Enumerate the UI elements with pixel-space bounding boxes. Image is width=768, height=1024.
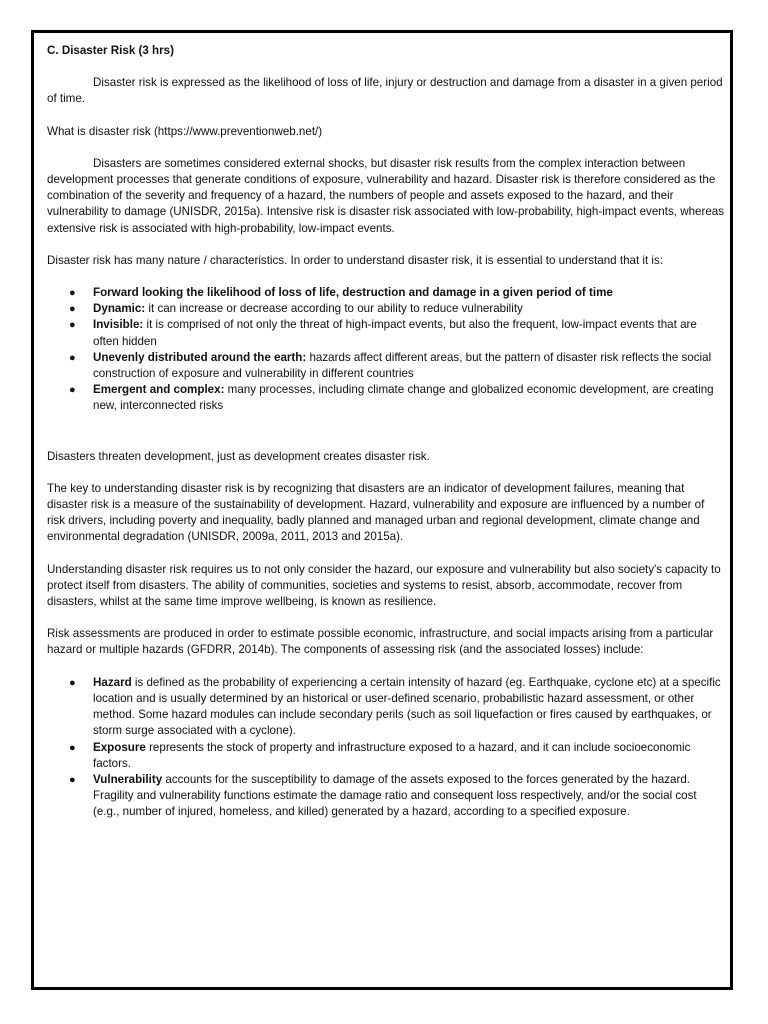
item-text: many processes, including climate change and globalized economic development, are creating new, interconnected risks: [93, 383, 714, 413]
item-term: Emergent and complex:: [93, 383, 225, 397]
list-item: [47, 675, 725, 740]
item-term: Forward looking the likelihood of loss of life, destruction and damage in a given period of time: [93, 286, 613, 300]
list-item: [47, 740, 725, 772]
item-text: accounts for the susceptibility to damage of the assets exposed to the forces generated by the hazard. Fragility and vulnerability functions estimate the damage ratio and consequent loss respectively, and/or the social cost (e.g., number of injured, homeless, and killed) generated by a hazard, according to a specified exposure.: [93, 772, 697, 819]
item-text: is defined as the probability of experiencing a certain intensity of hazard (eg. Earthquake, cyclone etc) at a specific location and is usually determined by an historical or user-defined scenario, probabilistic hazard assessment, or other method. Some hazard modules can include secondary perils (such as soil liquefaction or fires caused by earthquakes, or storm surge associated with a cyclone).: [93, 675, 721, 738]
list-item: [47, 317, 725, 349]
bullet-icon: ●: [69, 676, 76, 689]
item-term: Hazard: [93, 675, 132, 689]
list-item: [47, 772, 725, 821]
characteristics-list: [47, 285, 725, 415]
bullet-icon: ●: [69, 384, 76, 397]
components-list: [47, 675, 725, 821]
item-term: Exposure: [93, 740, 146, 754]
spacer: [47, 431, 725, 449]
item-text: it can increase or decrease according to our ability to reduce vulnerability: [145, 302, 523, 316]
shocks-paragraph: Disasters are sometimes considered external shocks, but disaster risk results from the complex interaction between development processes that generate conditions of exposure, vulnerability and hazard. Disaster risk is therefore considered as the combination of the severity and frequency of a hazard, the numbers of people and assets exposed to the hazard, and their vulnerability to damage (UNISDR, 2015a). Intensive risk is disaster risk associated with low-probability, high-impact events, whereas extensive risk is associated with high-probability, low-impact events.: [47, 156, 725, 235]
bullet-icon: ●: [69, 319, 76, 332]
list-item: [47, 301, 725, 317]
item-term: Dynamic:: [93, 302, 146, 316]
bullet-icon: ●: [69, 773, 76, 786]
item-text: it is comprised of not only the threat of high-impact events, but also the frequent, low-impact events that are often hidden: [93, 318, 697, 348]
item-term: Invisible:: [93, 318, 144, 332]
list-item: [47, 382, 725, 414]
item-text: hazards affect different areas, but the pattern of disaster risk reflects the social construction of exposure and vulnerability in different countries: [93, 350, 712, 381]
list-item: [47, 350, 725, 382]
assessments-paragraph: Risk assessments are produced in order to estimate possible economic, infrastructure, and social impacts arising from a particular hazard or multiple hazards (GFDRR, 2014b). The components of assessing risk (and the associated losses) include:: [47, 627, 714, 657]
bullet-icon: ●: [69, 741, 76, 754]
what-is-line: What is disaster risk (https://www.preventionweb.net/): [47, 124, 323, 138]
section-heading: C. Disaster Risk (3 hrs): [47, 44, 174, 57]
intro-paragraph: Disaster risk is expressed as the likelihood of loss of life, injury or destruction and damage from a disaster in a given period of time.: [47, 76, 723, 106]
document-body: [47, 43, 725, 837]
item-term: Unevenly distributed around the earth:: [93, 350, 307, 364]
bullet-icon: ●: [69, 303, 76, 316]
bullet-icon: ●: [69, 351, 76, 364]
nature-paragraph: Disaster risk has many nature / characteristics. In order to understand disaster risk, it is essential to understand that it is:: [47, 253, 664, 267]
item-text: represents the stock of property and infrastructure exposed to a hazard, and it can include socioeconomic factors.: [93, 740, 691, 770]
bullet-icon: ●: [69, 287, 76, 300]
list-item: [47, 285, 725, 301]
understanding-paragraph: Understanding disaster risk requires us to not only consider the hazard, our exposure and vulnerability but also society's capacity to protect itself from disasters. The ability of communities, societies and systems to resist, absorb, accommodate, recover from disasters, whilst at the same time improve wellbeing, is known as resilience.: [47, 562, 721, 609]
key-paragraph: The key to understanding disaster risk is by recognizing that disasters are an indicator of development failures, meaning that disaster risk is a measure of the sustainability of development. Hazard, vulnerability and exposure are influenced by a number of risk drivers, including poverty and inequality, badly planned and managed urban and regional development, climate change and environmental degradation (UNISDR, 2009a, 2011, 2013 and 2015a).: [47, 481, 705, 544]
threaten-paragraph: Disasters threaten development, just as development creates disaster risk.: [47, 449, 430, 463]
item-term: Vulnerability: [93, 772, 163, 786]
